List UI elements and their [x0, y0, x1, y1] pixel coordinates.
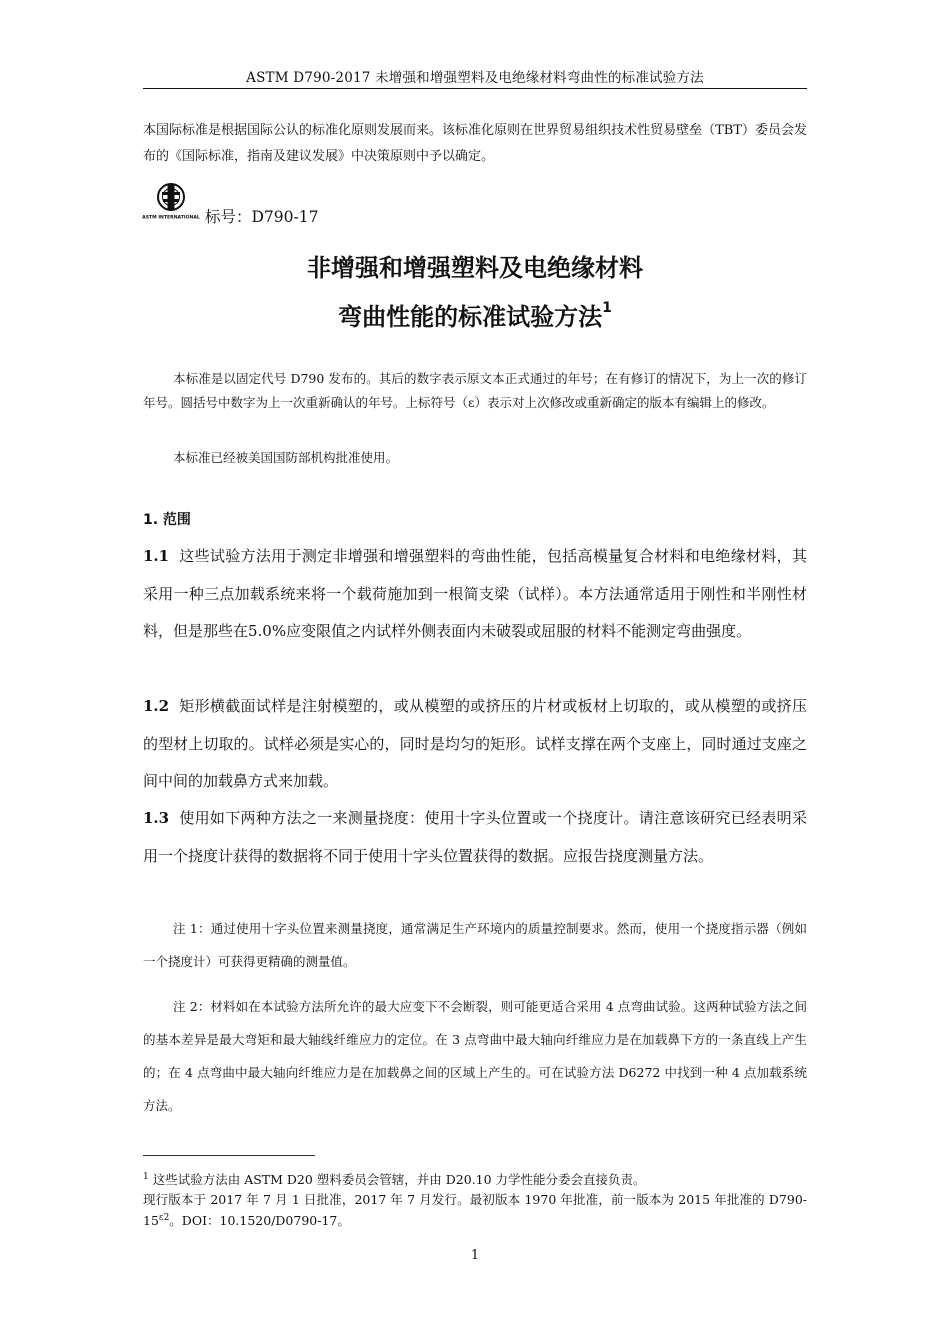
clause-number: 1.2	[143, 697, 170, 715]
note-2: 注 2：材料如在本试验方法所允许的最大应变下不会断裂，则可能更适合采用 4 点弯曲试验。这两种试验方法之间的基本差异是最大弯矩和最大轴线纤维应力的定位。在 3 点弯曲中最大轴向纤维应力是在加载鼻下方的一条直线上产生的；在 4 点弯曲中最大轴向纤维应力是在加载鼻之间的区域上产生的。可在试验方法 D6272 中找到一种 4 点加载系统方法。	[143, 999, 807, 1113]
astm-logo	[142, 180, 200, 222]
page-number: 1	[470, 1248, 480, 1263]
preface-paragraph: 本国际标准是根据国际公认的标准化原则发展而来。该标准化原则在世界贸易组织技术性贸易壁垒（TBT）委员会发布的《国际标准，指南及建议发展》中决策原则中予以确定。	[143, 123, 807, 164]
svg-text:ASTM INTERNATIONAL: ASTM INTERNATIONAL	[142, 215, 200, 221]
clause-1-1	[143, 538, 807, 651]
running-header: ASTM D790-2017 未增强和增强塑料及电绝缘材料弯曲性的标准试验方法	[246, 70, 704, 86]
clause-text: 这些试验方法用于测定非增强和增强塑料的弯曲性能，包括高模量复合材料和电绝缘材料，其采用一种三点加载系统来将一个载荷施加到一根简支梁（试样）。本方法通常适用于刚性和半刚性材料，但是那些在5.0%应变限值之内试样外侧表面内未破裂或屈服的材料不能测定弯曲强度。	[143, 547, 807, 640]
footnote-mark: 1	[143, 1172, 149, 1182]
standard-designation: 标号：D790-17	[205, 208, 319, 226]
footnote-1-line-1: $^1$ 这些试验方法由 ASTM D20 塑料委员会管辖，并由 D20.10 力学性能分委会直接负责。	[143, 1172, 646, 1188]
document-title-line-2: 弯曲性能的标准试验方法$^1$	[338, 300, 612, 331]
document-title-line-1: 非增强和增强塑料及电绝缘材料	[307, 254, 643, 282]
abstract-paragraph-1: 本标准是以固定代号 D790 发布的。其后的数字表示原文本正式通过的年号；在有修订的情况下，为上一次的修订年号。圆括号中数字为上一次重新确认的年号。上标符号（ε）表示对上次修改或重新确定的版本有编辑上的修改。	[143, 371, 807, 410]
title-footnote-mark: 1	[602, 300, 612, 316]
clause-text: 矩形横截面试样是注射模塑的，或从模塑的或挤压的片材或板材上切取的，或从模塑的或挤压的型材上切取的。试样必须是实心的，同时是均匀的矩形。试样支撑在两个支座上，同时通过支座之间中间的加载鼻方式来加载。	[143, 697, 807, 790]
clause-1-2	[143, 688, 807, 801]
clause-number: 1.1	[143, 547, 170, 565]
footnote-rule	[143, 1155, 315, 1156]
header-rule	[143, 88, 807, 89]
clause-1-3	[143, 800, 807, 875]
section-heading-scope: 1. 范围	[143, 512, 191, 528]
note-1: 注 1：通过使用十字头位置来测量挠度，通常满足生产环境内的质量控制要求。然而，使用一个挠度指示器（例如一个挠度计）可获得更精确的测量值。	[143, 921, 807, 969]
clause-text: 使用如下两种方法之一来测量挠度：使用十字头位置或一个挠度计。请注意该研究已经表明采用一个挠度计获得的数据将不同于使用十字头位置获得的数据。应报告挠度测量方法。	[143, 809, 807, 865]
abstract-paragraph-2: 本标准已经被美国国防部机构批准使用。	[173, 450, 399, 465]
footnote-1-line-2: 现行版本于 2017 年 7 月 1 日批准，2017 年 7 月发行。最初版本 1970 年批准，前一版本为 2015 年批准的 $D790-15^{\varepsilon 2}$。DOI：10.1520/D0790-17。	[143, 1192, 807, 1229]
clause-number: 1.3	[143, 809, 170, 827]
